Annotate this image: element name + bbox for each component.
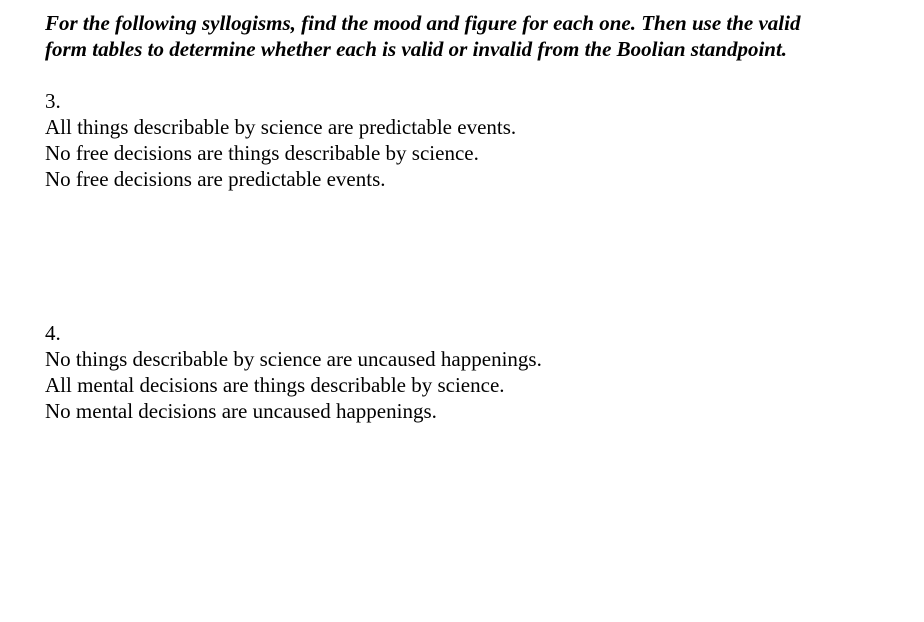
document-page [45, 10, 905, 424]
conclusion: No free decisions are predictable events. [45, 167, 386, 191]
major-premise: No things describable by science are uncaused happenings. [45, 347, 542, 371]
major-premise: All things describable by science are predictable events. [45, 115, 517, 139]
problem-number: 4. [45, 321, 61, 345]
minor-premise: All mental decisions are things describable by science. [45, 373, 505, 397]
instructions-text: For the following syllogisms, find the mood and figure for each one. Then use the valid form tables to determine whether each is valid or invalid from the Boolian standpoint. [45, 11, 801, 61]
syllogism-problem-3 [45, 88, 905, 192]
problem-number: 3. [45, 89, 61, 113]
conclusion: No mental decisions are uncaused happenings. [45, 399, 437, 423]
minor-premise: No free decisions are things describable by science. [45, 141, 479, 165]
syllogism-problem-4 [45, 320, 905, 424]
